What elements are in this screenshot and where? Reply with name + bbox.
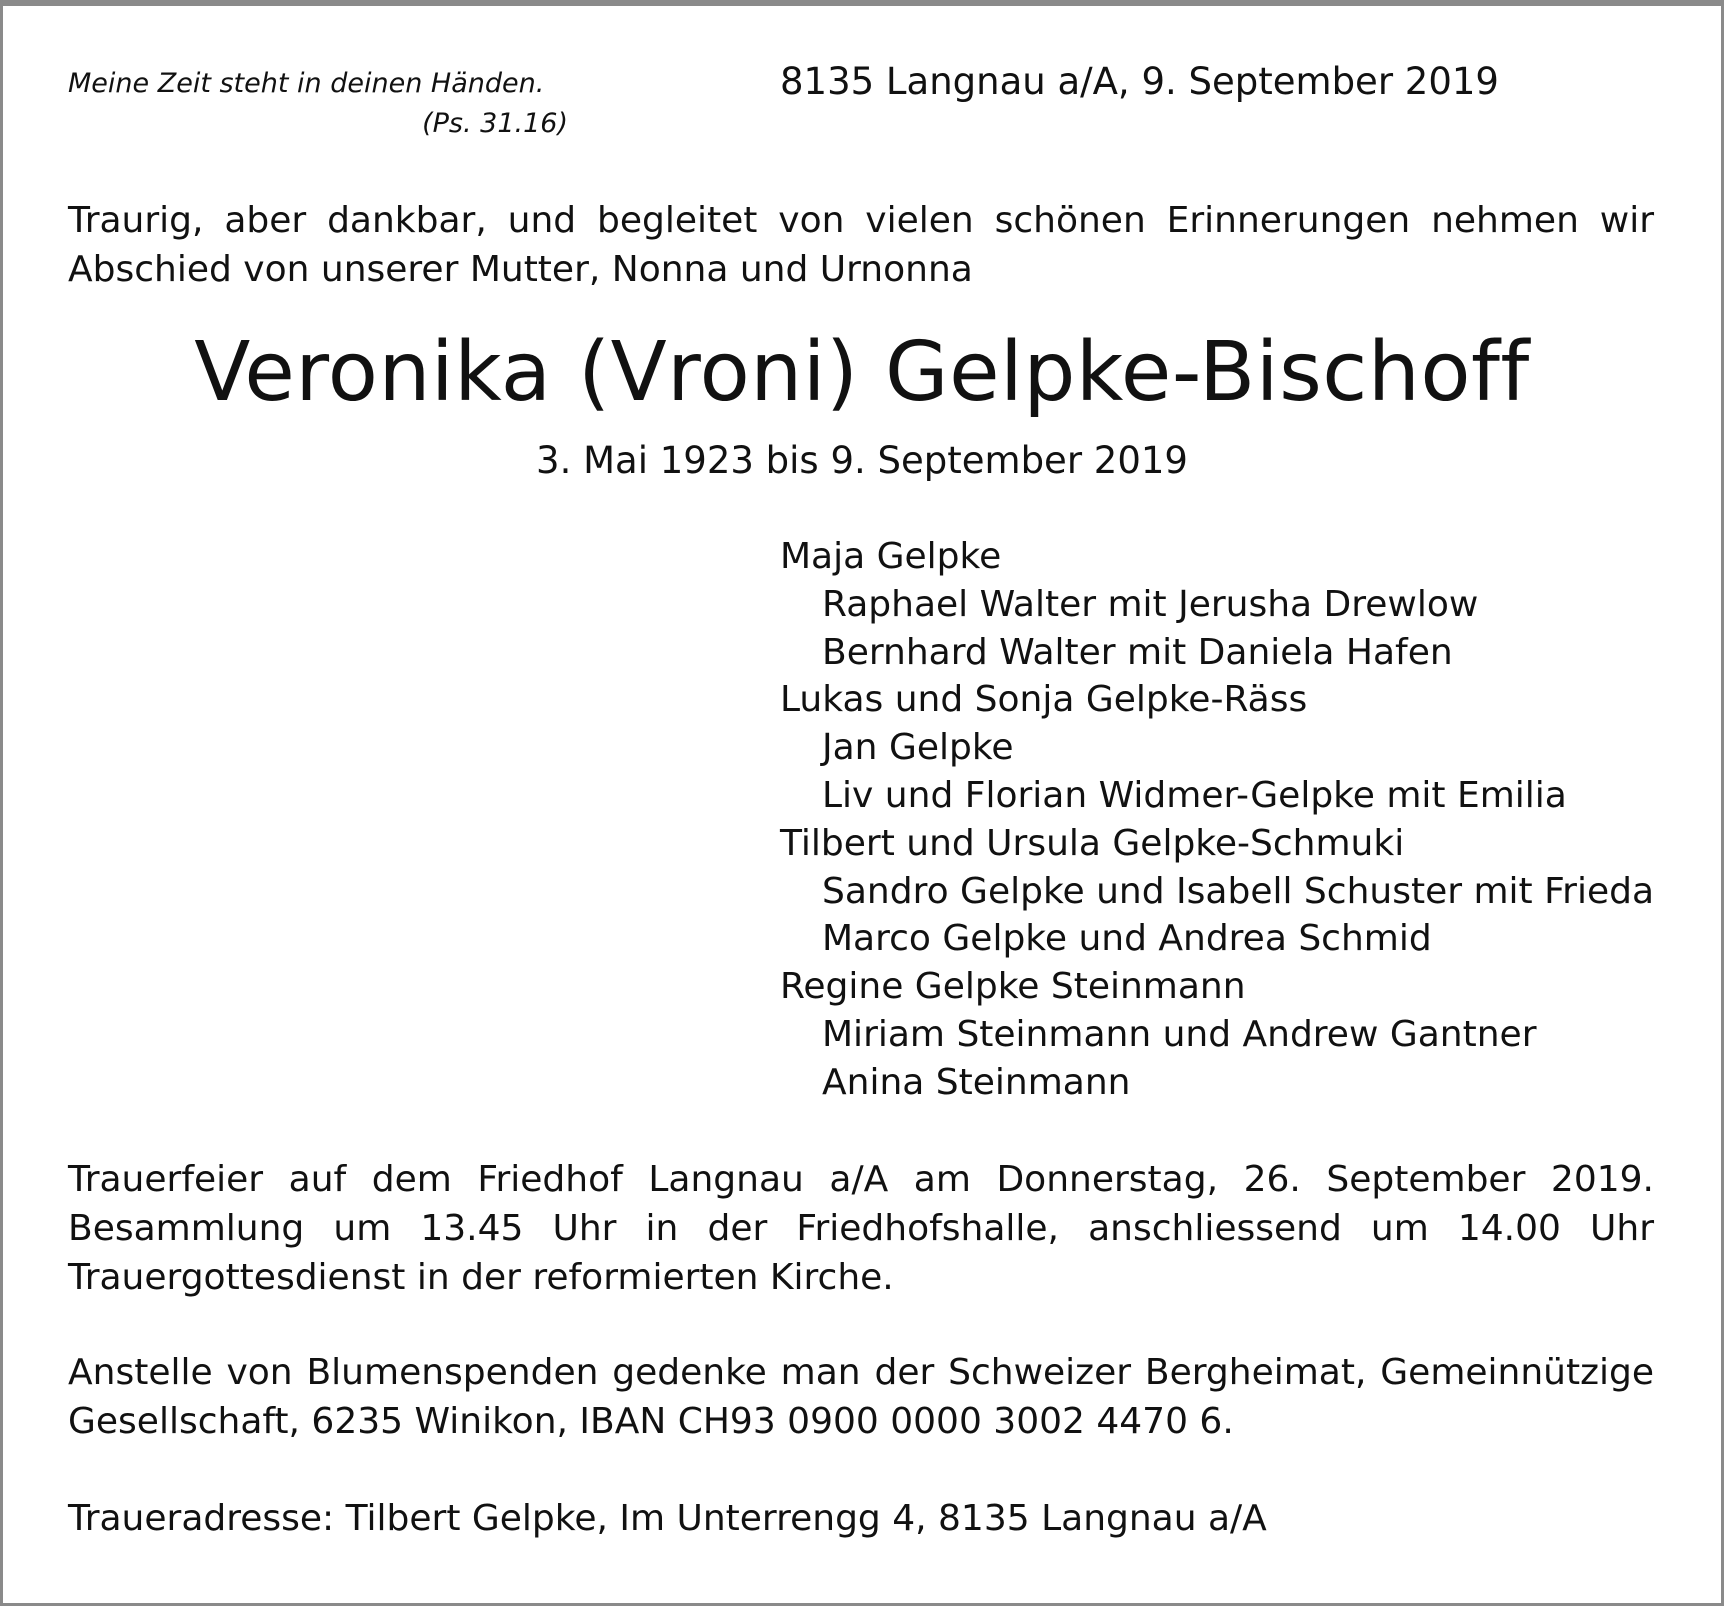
bible-verse-text: Meine Zeit steht in deinen Händen. (68, 68, 545, 99)
mourner-entry: Regine Gelpke Steinmann (780, 966, 1246, 1008)
intro-paragraph (68, 196, 1654, 294)
mourner-entry: Anina Steinmann (822, 1061, 1131, 1103)
mourner-entry: Lukas und Sonja Gelpke-Räss (780, 679, 1308, 721)
service-line-2: Besammlung um 13.45 Uhr in der Friedhofshalle, anschliessend um 14.00 Uhr (68, 1208, 1654, 1249)
mourner-entry: Bernhard Walter mit Daniela Hafen (822, 631, 1453, 673)
service-line-3: Trauergottesdienst in der reformierten Kirche. (68, 1257, 894, 1298)
deceased-name: Veronika (Vroni) Gelpke-Bischoff (194, 325, 1530, 420)
place-and-date: 8135 Langnau a/A, 9. September 2019 (780, 60, 1499, 103)
mourner-entry: Tilbert und Ursula Gelpke-Schmuki (780, 822, 1405, 864)
donation-line-2: Gesellschaft, 6235 Winikon, IBAN CH93 0900 0000 3002 4470 6. (68, 1401, 1234, 1442)
mourner-entry: Raphael Walter mit Jerusha Drewlow (822, 583, 1479, 625)
mourning-address: Traueradresse: Tilbert Gelpke, Im Unterrengg 4, 8135 Langnau a/A (68, 1498, 1267, 1539)
intro-line-2: Abschied von unserer Mutter, Nonna und Urnonna (68, 249, 973, 290)
donation-paragraph (68, 1348, 1654, 1446)
mourner-entry: Liv und Florian Widmer-Gelpke mit Emilia (822, 774, 1567, 816)
bible-verse-reference: (Ps. 31.16) (422, 108, 568, 139)
mourner-entry: Sandro Gelpke und Isabell Schuster mit Frieda (822, 870, 1655, 912)
bible-verse (68, 64, 568, 144)
life-dates: 3. Mai 1923 bis 9. September 2019 (536, 439, 1188, 482)
mourner-entry: Jan Gelpke (822, 727, 1014, 769)
donation-line-1: Anstelle von Blumenspenden gedenke man der Schweizer Bergheimat, Gemeinnützige (68, 1352, 1654, 1393)
service-paragraph (68, 1155, 1654, 1302)
intro-line-1: Traurig, aber dankbar, und begleitet von vielen schönen Erinnerungen nehmen wir (68, 200, 1654, 241)
mourners-list (780, 533, 1680, 1107)
mourner-entry: Marco Gelpke und Andrea Schmid (822, 918, 1432, 960)
mourner-entry: Maja Gelpke (780, 536, 1002, 577)
mourner-entry: Miriam Steinmann und Andrew Gantner (822, 1013, 1537, 1055)
service-line-1: Trauerfeier auf dem Friedhof Langnau a/A am Donnerstag, 26. September 2019. (68, 1159, 1654, 1200)
